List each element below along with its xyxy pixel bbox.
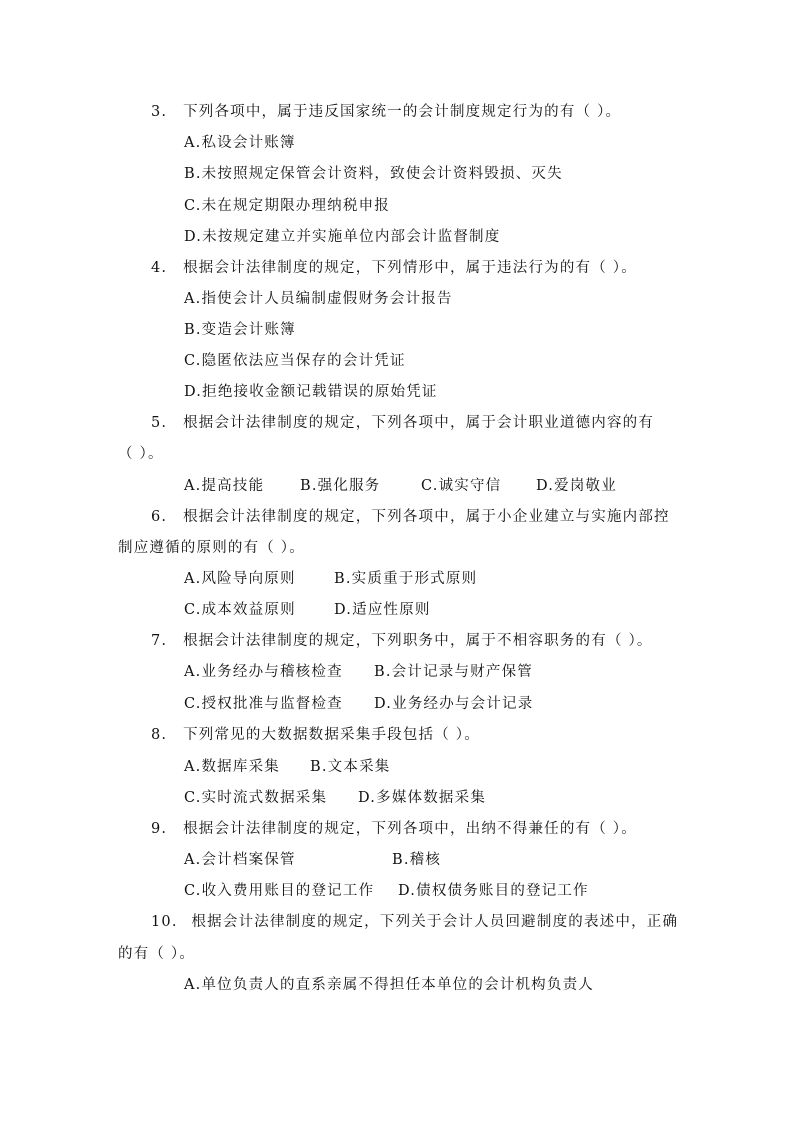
question-stem: 下列各项中，属于违反国家统一的会计制度规定行为的有（ ）。	[183, 104, 622, 120]
option-c: C.收入费用账目的登记工作	[184, 883, 375, 899]
question-stem: 根据会计法律制度的规定，下列各项中，属于小企业建立与实施内部控	[183, 509, 670, 525]
question-stem-continued: 的有（ ）。	[118, 946, 196, 962]
option-d: D.爱岗敬业	[536, 478, 617, 494]
question-stem: 根据会计法律制度的规定，下列情形中，属于违法行为的有（ ）。	[183, 260, 637, 276]
option-b: B.实质重于形式原则	[334, 571, 478, 587]
question-number: 6.	[151, 509, 168, 525]
question-8	[151, 725, 480, 745]
option-c: C.授权批准与监督检查	[184, 696, 343, 712]
option-d: D.业务经办与会计记录	[374, 696, 534, 712]
question-7	[151, 631, 653, 651]
option-a: A.风险导向原则	[184, 571, 296, 587]
option-a: A.指使会计人员编制虚假财务会计报告	[184, 291, 453, 307]
option-a: A.数据库采集	[184, 759, 280, 775]
option-d: D.债权债务账目的登记工作	[398, 883, 589, 899]
option-a: A.私设会计账簿	[184, 135, 296, 151]
option-d: D.未按规定建立并实施单位内部会计监督制度	[184, 229, 501, 245]
question-10	[151, 912, 678, 932]
option-a: A.提高技能	[184, 478, 265, 494]
question-number: 9.	[151, 821, 168, 837]
question-number: 5.	[151, 415, 168, 431]
option-c: C.成本效益原则	[184, 602, 296, 618]
question-number: 3.	[151, 104, 168, 120]
question-3	[151, 102, 621, 122]
option-b: B.会计记录与财产保管	[374, 664, 533, 680]
option-d: D.多媒体数据采集	[358, 790, 487, 806]
question-5	[151, 413, 654, 433]
question-6	[151, 507, 670, 527]
question-9	[151, 819, 637, 839]
option-c: C.诚实守信	[421, 478, 502, 494]
question-stem: 根据会计法律制度的规定，下列关于会计人员回避制度的表述中，正确	[191, 914, 679, 930]
question-number: 8.	[151, 727, 168, 743]
question-stem: 根据会计法律制度的规定，下列各项中，属于会计职业道德内容的有	[183, 415, 655, 431]
question-number: 4.	[151, 260, 168, 276]
option-d: D.拒绝接收金额记载错误的原始凭证	[184, 384, 438, 400]
question-stem-continued: 制应遵循的原则的有（ ）。	[118, 540, 305, 556]
option-d: D.适应性原则	[334, 602, 431, 618]
option-b: B.文本采集	[310, 759, 391, 775]
option-b: B.稽核	[392, 852, 442, 868]
option-b: B.未按照规定保管会计资料，致使会计资料毁损、灭失	[184, 166, 563, 182]
question-stem: 下列常见的大数据数据采集手段包括（ ）。	[183, 727, 480, 743]
question-4	[151, 258, 637, 278]
option-c: C.隐匿依法应当保存的会计凭证	[184, 353, 406, 369]
question-stem-continued: （ ）。	[118, 446, 164, 462]
option-a: A.会计档案保管	[184, 852, 296, 868]
question-stem: 根据会计法律制度的规定，下列各项中，出纳不得兼任的有（ ）。	[183, 821, 637, 837]
option-a: A.单位负责人的直系亲属不得担任本单位的会计机构负责人	[184, 977, 594, 993]
option-c: C.实时流式数据采集	[184, 790, 328, 806]
option-c: C.未在规定期限办理纳税申报	[184, 198, 390, 214]
option-b: B.变造会计账簿	[184, 322, 296, 338]
option-a: A.业务经办与稽核检查	[184, 664, 343, 680]
question-stem: 根据会计法律制度的规定，下列职务中，属于不相容职务的有（ ）。	[183, 633, 653, 649]
option-b: B.强化服务	[300, 478, 381, 494]
question-number: 10.	[151, 914, 178, 930]
question-number: 7.	[151, 633, 168, 649]
